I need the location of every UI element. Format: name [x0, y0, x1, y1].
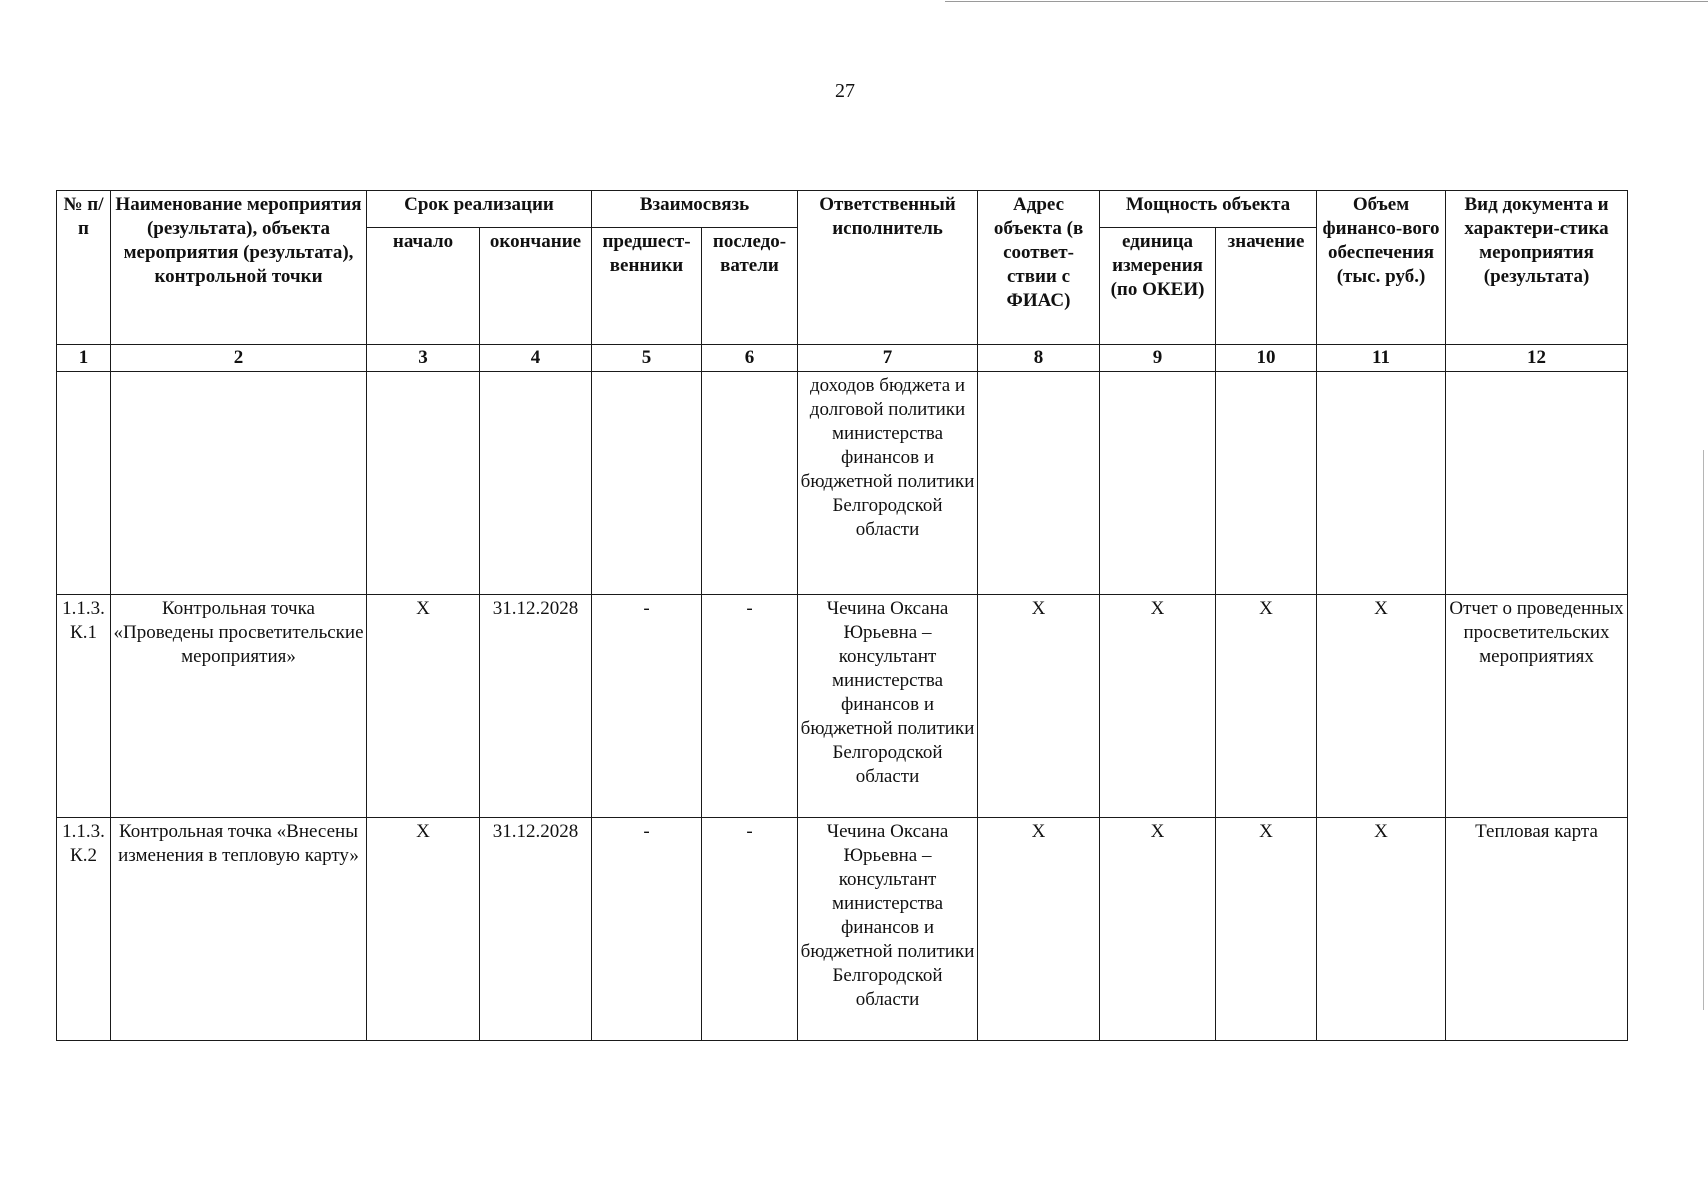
row-doc: Отчет о проведенных просветительских мероприятиях [1446, 595, 1628, 818]
row-end: 31.12.2028 [480, 818, 592, 1041]
row-end: 31.12.2028 [480, 595, 592, 818]
column-number: 6 [702, 345, 798, 372]
row-start: X [367, 818, 480, 1041]
table-row [57, 595, 1628, 818]
page-number: 27 [835, 80, 855, 102]
header-moshn-unit: единица измерения (по ОКЕИ) [1100, 228, 1216, 345]
row-unit: X [1100, 818, 1216, 1041]
row-value: X [1216, 595, 1317, 818]
column-number-row [57, 345, 1628, 372]
table-row [57, 372, 1628, 595]
header-address: Адрес объекта (в соответ-ствии с ФИАС) [978, 191, 1100, 345]
row-pred: - [592, 818, 702, 1041]
row-unit [1100, 372, 1216, 595]
column-number: 3 [367, 345, 480, 372]
header-srok-end: окончание [480, 228, 592, 345]
column-number: 5 [592, 345, 702, 372]
row-value: X [1216, 818, 1317, 1041]
header-vzaimo-pred: предшест-венники [592, 228, 702, 345]
header-name: Наименование мероприятия (результата), объекта мероприятия (результата), контрольной точки [111, 191, 367, 345]
row-num: 1.1.3. К.2 [57, 818, 111, 1041]
scan-artifact-line [945, 1, 1708, 2]
row-unit: X [1100, 595, 1216, 818]
row-responsible: доходов бюджета и долговой политики министерства финансов и бюджетной политики Белгородской области [798, 372, 978, 595]
header-moshn-group: Мощность объекта [1100, 191, 1317, 228]
header-responsible: Ответственный исполнитель [798, 191, 978, 345]
row-finance [1317, 372, 1446, 595]
row-posl: - [702, 818, 798, 1041]
column-number: 9 [1100, 345, 1216, 372]
row-doc: Тепловая карта [1446, 818, 1628, 1041]
row-end [480, 372, 592, 595]
column-number: 4 [480, 345, 592, 372]
row-value [1216, 372, 1317, 595]
row-finance: X [1317, 818, 1446, 1041]
row-start: X [367, 595, 480, 818]
header-moshn-value: значение [1216, 228, 1317, 345]
row-name [111, 372, 367, 595]
row-start [367, 372, 480, 595]
column-number: 11 [1317, 345, 1446, 372]
header-row-1 [57, 191, 1628, 228]
row-name: Контрольная точка «Проведены просветительские мероприятия» [111, 595, 367, 818]
column-number: 7 [798, 345, 978, 372]
header-vzaimo-group: Взаимосвязь [592, 191, 798, 228]
column-number: 1 [57, 345, 111, 372]
row-responsible: Чечина Оксана Юрьевна – консультант министерства финансов и бюджетной политики Белгородской области [798, 595, 978, 818]
row-address: X [978, 818, 1100, 1041]
row-doc [1446, 372, 1628, 595]
column-number: 8 [978, 345, 1100, 372]
header-num: № п/п [57, 191, 111, 345]
row-responsible: Чечина Оксана Юрьевна – консультант министерства финансов и бюджетной политики Белгородской области [798, 818, 978, 1041]
header-srok-group: Срок реализации [367, 191, 592, 228]
row-address: X [978, 595, 1100, 818]
row-posl: - [702, 595, 798, 818]
row-posl [702, 372, 798, 595]
row-pred: - [592, 595, 702, 818]
header-srok-start: начало [367, 228, 480, 345]
row-num [57, 372, 111, 595]
row-address [978, 372, 1100, 595]
events-table [56, 190, 1628, 1041]
column-number: 12 [1446, 345, 1628, 372]
header-vzaimo-posl: последо-ватели [702, 228, 798, 345]
scan-artifact-edge [1703, 450, 1704, 1010]
header-doc: Вид документа и характери-стика мероприятия (результата) [1446, 191, 1628, 345]
row-pred [592, 372, 702, 595]
table-row [57, 818, 1628, 1041]
column-number: 2 [111, 345, 367, 372]
row-finance: X [1317, 595, 1446, 818]
header-finance: Объем финансо-вого обеспечения (тыс. руб.) [1317, 191, 1446, 345]
row-num: 1.1.3. К.1 [57, 595, 111, 818]
row-name: Контрольная точка «Внесены изменения в тепловую карту» [111, 818, 367, 1041]
column-number: 10 [1216, 345, 1317, 372]
